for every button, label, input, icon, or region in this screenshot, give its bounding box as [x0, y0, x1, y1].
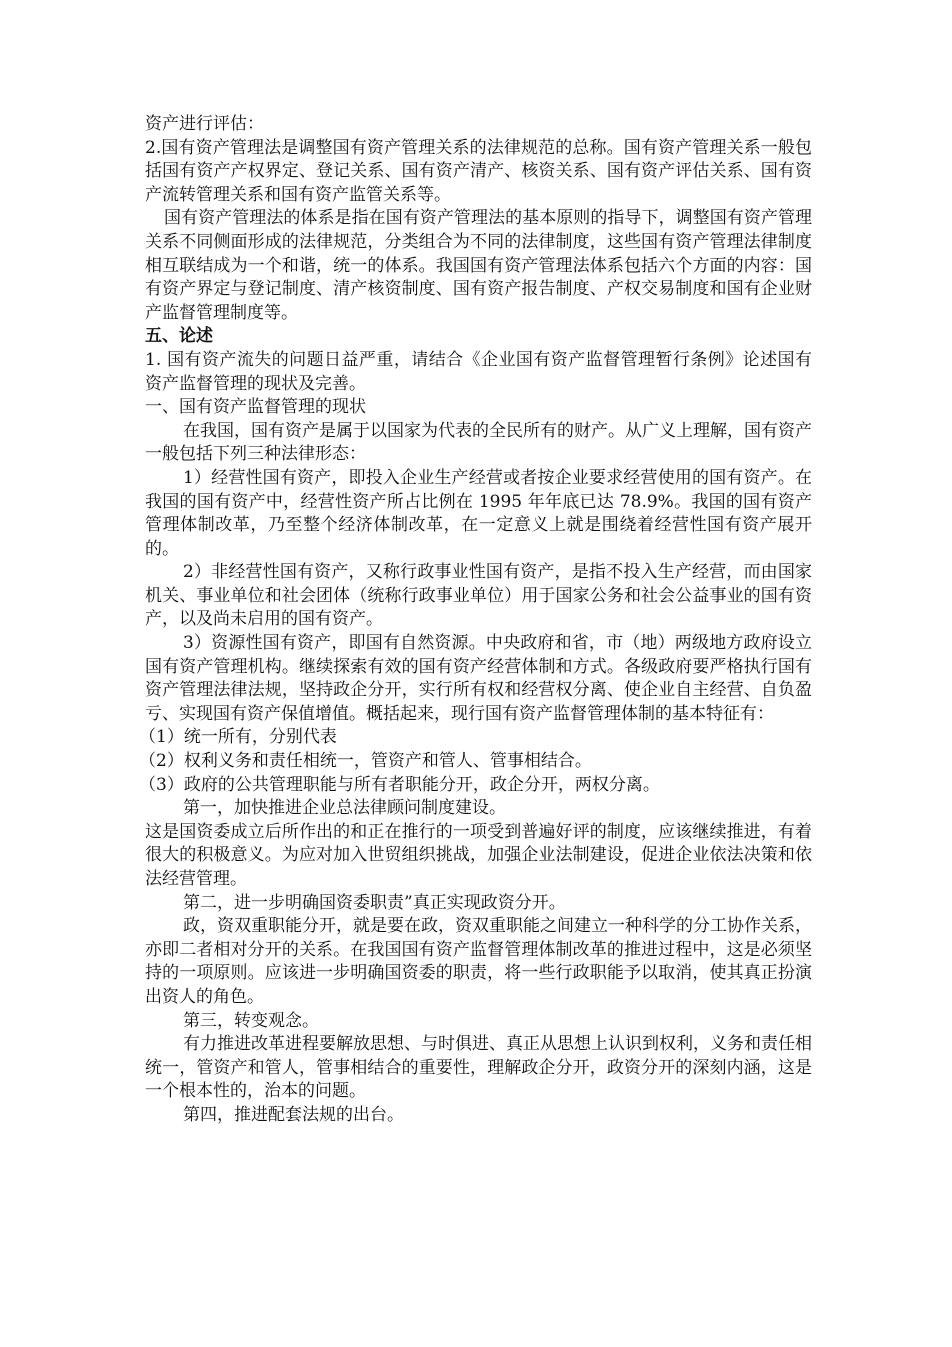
paragraph-definition: 2.国有资产管理法是调整国有资产管理关系的法律规范的总称。国有资产管理关系一般包括国有资产产权界定、登记关系、国有资产清产、核资关系、国有资产评估关系、国有资产流转管理关系和国有资产监管关系等。: [145, 137, 812, 205]
list-item: （1）统一所有，分别代表: [139, 727, 337, 748]
paragraph-system: 国有资产管理法的体系是指在国有资产管理法的基本原则的指导下，调整国有资产管理关系不同侧面形成的法律规范，分类组合为不同的法律制度，这些国有资产管理法律制度相互联结成为一个和谐，统一的体系。我国国有资产管理法体系包括六个方面的内容：国有资产界定与登记制度、清产核资制度、国有资产报告制度、产权交易制度和国有企业财产监督管理制度等。: [145, 208, 812, 323]
list-item: （2）权利义务和责任相统一，管资产和管人、管事相结合。: [139, 751, 592, 772]
point-heading-1: 第一，加快推进企业总法律顾问制度建设。: [183, 798, 506, 819]
paragraph-form-3: 3）资源性国有资产，即国有自然资源。中央政府和省，市（地）两级地方政府设立国有资产管理机构。继续探索有效的国有资产经营体制和方式。各级政府要严格执行国有资产管理法律法规，坚持政企分开，实行所有权和经营权分离、使企业自主经营、自负盈亏、实现国有资产保值增值。概括起来，现行国有资产监督管理体制的基本特征有：: [145, 633, 812, 724]
paragraph-point-3: 有力推进改革进程要解放思想、与时俱进、真正从思想上认识到权利，义务和责任相统一，管资产和管人，管事相结合的重要性，理解政企分开，政资分开的深刻内涵，这是一个根本性的，治本的问题。: [145, 1034, 812, 1102]
paragraph-point-2: 政，资双重职能分开，就是要在政，资双重职能之间建立一种科学的分工协作关系，亦即二者相对分开的关系。在我国国有资产监督管理体制改革的推进过程中，这是必须坚持的一项原则。应该进一步明确国资委的职责，将一些行政职能予以取消，使其真正扮演出资人的角色。: [145, 916, 812, 1007]
point-heading-3: 第三，转变观念。: [183, 1010, 319, 1031]
point-heading-2: 第二，进一步明确国资委职责”真正实现政资分开。: [183, 892, 566, 913]
paragraph-intro: 在我国，国有资产是属于以国家为代表的全民所有的财产。从广义上理解，国有资产一般包括下列三种法律形态：: [145, 420, 812, 465]
list-item: （3）政府的公共管理职能与所有者职能分开，政企分开，两权分离。: [139, 774, 660, 795]
subsection-heading: 一、国有资产监督管理的现状: [145, 397, 366, 418]
paragraph-form-1: 1）经营性国有资产，即投入企业生产经营或者按企业要求经营使用的国有资产。在我国的国有资产中，经营性资产所占比例在 1995 年年底已达 78.9%。我国的国有资产管理体制改革，乃至整个经济体制改革，在一定意义上就是围绕着经营性国有资产展开的。: [145, 467, 812, 559]
point-heading-4: 第四，推进配套法规的出台。: [183, 1104, 404, 1125]
paragraph-form-2: 2）非经营性国有资产，又称行政事业性国有资产，是指不投入生产经营，而由国家机关、事业单位和社会团体（统称行政事业单位）用于国家公务和社会公益事业的国有资产，以及尚未启用的国有资产。: [145, 562, 812, 630]
paragraph-continuation: 资产进行评估：: [145, 114, 264, 134]
paragraph-point-1: 这是国资委成立后所作出的和正在推行的一项受到普遍好评的制度，应该继续推进，有着很大的积极意义。为应对加入世贸组织挑战，加强企业法制建设，促进企业依法决策和依法经营管理。: [145, 821, 812, 889]
question-text: 1. 国有资产流失的问题日益严重，请结合《企业国有资产监督管理暂行条例》论述国有资产监督管理的现状及完善。: [145, 349, 812, 394]
section-heading: 五、论述: [145, 326, 213, 347]
